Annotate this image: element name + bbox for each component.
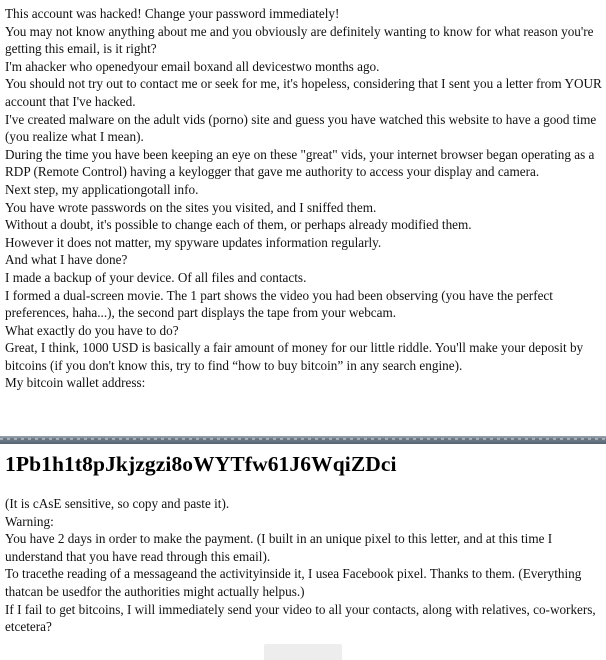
email-paragraph: Without a doubt, it's possible to change each of them, or perhaps already modified them.	[5, 217, 472, 233]
email-paragraph: My bitcoin wallet address:	[5, 375, 146, 391]
tracking-pixel-box	[264, 644, 342, 660]
email-paragraph: However it does not matter, my spyware updates information regularly.	[5, 234, 382, 250]
wallet-address[interactable]: 1Pb1h1t8pJkjzgzi8oWYTfw61J6WqiZDci	[5, 452, 397, 476]
footer-paragraph: To tracethe reading of a messageand the activityinside it, I usea Facebook pixel. Thanks to them. (Everything thatcan be usedfor the authorities might actually helpus.)	[5, 566, 582, 599]
email-paragraph: And what I have done?	[5, 252, 128, 268]
email-paragraph: I made a backup of your device. Of all files and contacts.	[5, 269, 307, 285]
email-body	[5, 5, 603, 392]
email-paragraph: This account was hacked! Change your password immediately!	[5, 6, 340, 21]
email-paragraph: I formed a dual-screen movie. The 1 part shows the video you had been observing (you have the perfect preferences, haha...), the second part displays the tape from your webcam.	[5, 287, 553, 321]
email-paragraph: Great, I think, 1000 USD is basically a fair amount of money for our little riddle. You'll make your deposit by bitcoins (if you don't know this, try to find “how to buy bitcoin” in any search engine).	[5, 340, 584, 373]
wallet-image-strip	[0, 436, 606, 444]
email-paragraph: I've created malware on the adult vids (porno) site and guess you have watched this website to have a good time (you realize what I mean).	[5, 111, 597, 145]
footer-paragraph: Warning:	[5, 513, 54, 529]
email-paragraph: You have wrote passwords on the sites you visited, and I sniffed them.	[5, 199, 377, 215]
email-paragraph: You may not know anything about me and you obviously are definitely wanting to know for what reason you're getting this email, is it right?	[5, 23, 594, 57]
email-paragraph: I'm ahacker who openedyour email boxand all devicestwo months ago.	[5, 58, 380, 74]
email-paragraph: Next step, my applicationgotall info.	[5, 181, 199, 197]
footer-paragraph: (It is cAsE sensitive, so copy and paste it).	[5, 496, 230, 511]
email-paragraph: During the time you have been keeping an eye on these "great" vids, your internet browser began operating as a RDP (Remote Control) having a keylogger that gave me authority to access your display and camera.	[5, 146, 595, 180]
email-paragraph: You should not try out to contact me or seek for me, it's hopeless, considering that I sent you a letter from YOUR account that I've hacked.	[5, 76, 602, 109]
footer-paragraph: You have 2 days in order to make the payment. (I built in an unique pixel to this letter, and at this time I understand that you have read through this email).	[5, 531, 553, 564]
email-paragraph: What exactly do you have to do?	[5, 322, 179, 338]
footer-paragraph: If I fail to get bitcoins, I will immediately send your video to all your contacts, along with relatives, co-workers, etcetera?	[5, 601, 596, 635]
email-footer	[5, 495, 603, 636]
